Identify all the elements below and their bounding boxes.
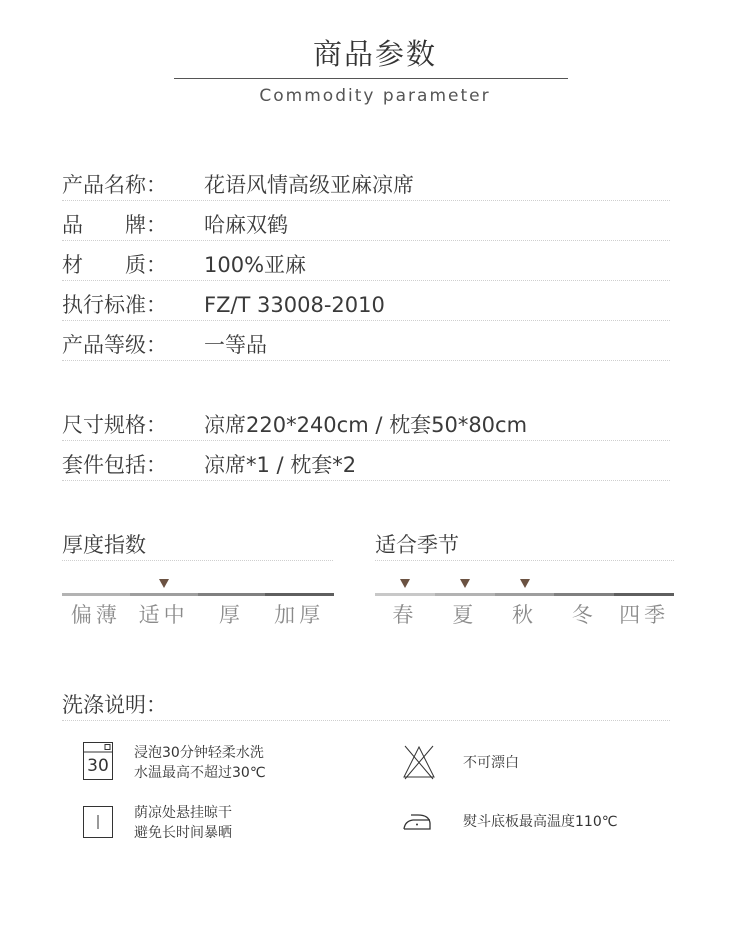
selected-marker-icon (520, 579, 530, 588)
season-title: 适合季节 (375, 530, 674, 561)
season-level-label: 春 (392, 603, 418, 627)
param-row-material (62, 250, 670, 281)
thickness-level-segment (130, 593, 198, 596)
param-label: 套件包括： (62, 453, 167, 477)
season-level-segment (375, 593, 435, 596)
season-level-segment (495, 593, 555, 596)
param-row-package (62, 450, 670, 481)
param-label: 尺寸规格： (62, 413, 167, 437)
param-value: FZ/T 33008-2010 (204, 293, 385, 317)
thickness-level-label: 适中 (138, 603, 189, 627)
washing-title: 洗涤说明： (62, 690, 670, 721)
season-level-label: 四季 (619, 603, 670, 627)
param-value: 花语风情高级亚麻凉席 (204, 173, 414, 197)
wash-line: 水温最高不超过30℃ (134, 765, 266, 781)
selected-marker-icon (400, 579, 410, 588)
thickness-level-segment (198, 593, 266, 596)
wash-instruction-4: 熨斗底板最高温度110℃ (463, 814, 618, 830)
param-label: 产品名称： (62, 173, 167, 197)
param-row-standard (62, 290, 670, 321)
param-row-brand (62, 210, 670, 241)
season-level-segment (435, 593, 495, 596)
wash-line: 荫凉处悬挂晾干 (134, 805, 232, 821)
param-row-size (62, 410, 670, 441)
wash-temp-label: 30 (87, 756, 109, 776)
iron-icon (402, 810, 432, 832)
season-level-segment (614, 593, 674, 596)
wash-line: 避免长时间暴晒 (134, 825, 232, 841)
thickness-title: 厚度指数 (62, 530, 333, 561)
season-level-label: 秋 (511, 603, 537, 627)
param-value: 凉席*1 / 枕套*2 (204, 453, 357, 477)
wash-line: 浸泡30分钟轻柔水洗 (134, 745, 264, 761)
wash-instruction-1 (134, 743, 266, 783)
wash-30-icon (83, 742, 113, 780)
param-label: 品 牌： (62, 213, 167, 237)
season-level-label: 夏 (452, 603, 478, 627)
page-title: 商品参数 (312, 37, 437, 71)
param-row-name (62, 170, 670, 201)
selected-marker-icon (460, 579, 470, 588)
thickness-level-label: 厚 (218, 603, 244, 627)
param-label: 执行标准： (62, 293, 167, 317)
thickness-scale (62, 593, 333, 627)
season-level-segment (554, 593, 614, 596)
param-value: 100%亚麻 (204, 253, 307, 277)
title-divider (174, 78, 568, 79)
param-row-grade (62, 330, 670, 361)
season-scale (375, 593, 674, 627)
selected-marker-icon (159, 579, 169, 588)
param-value: 哈麻双鹤 (204, 213, 288, 237)
no-bleach-icon (402, 744, 436, 780)
line-dry-icon (83, 806, 113, 838)
param-label: 材 质： (62, 253, 167, 277)
wash-instruction-3 (134, 803, 232, 843)
page-subtitle: Commodity parameter (259, 86, 491, 106)
param-label: 产品等级： (62, 333, 167, 357)
param-value: 凉席220*240cm / 枕套50*80cm (204, 413, 528, 437)
season-level-label: 冬 (571, 603, 597, 627)
wash-instruction-2: 不可漂白 (463, 755, 519, 771)
param-value: 一等品 (204, 333, 267, 357)
thickness-level-label: 偏薄 (70, 603, 121, 627)
thickness-level-segment (62, 593, 130, 596)
thickness-level-segment (265, 593, 333, 596)
thickness-level-label: 加厚 (274, 603, 325, 627)
